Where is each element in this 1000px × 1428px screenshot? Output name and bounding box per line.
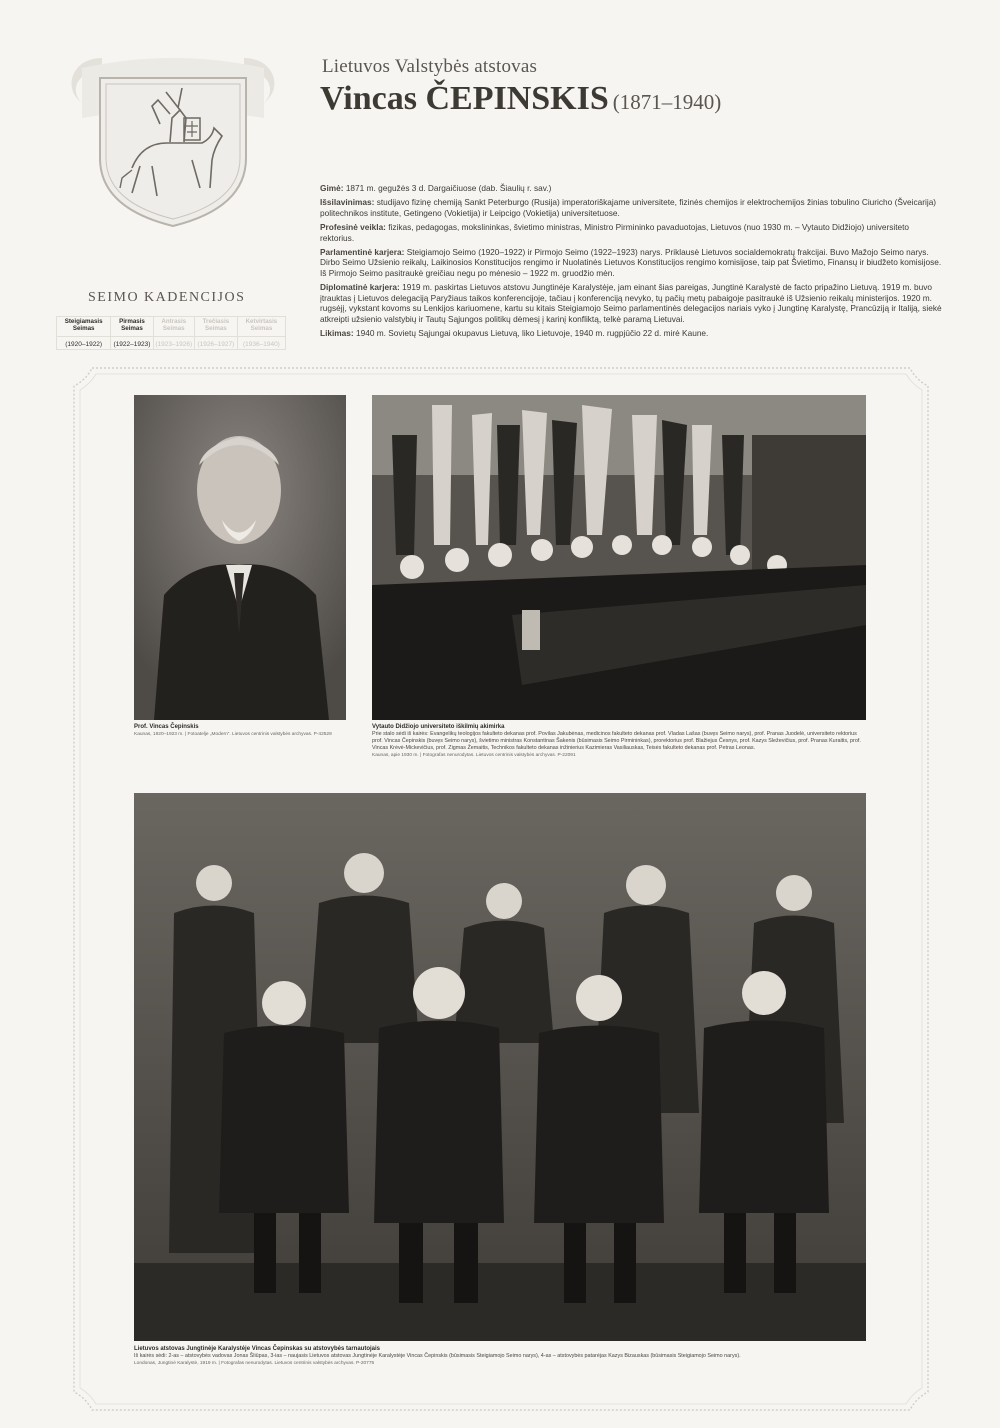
bio-diplomacy — [320, 282, 942, 324]
bio-label: Diplomatinė karjera: — [320, 282, 400, 293]
term-name: Pirmasis Seimas — [111, 317, 153, 337]
bio-text: 1919 m. paskirtas Lietuvos atstovu Jungtinėje Karalystėje, jam einant šias pareigas, Jungtinė Karalystė de facto pripažino Lietuvą. 1919 m. buvo įtrauktas į Lietuvos delegaciją Paryžiaus taikos konferencijoje, tačiau į konferenciją nevyko, tų pačių metų pabaigoje pasitraukė iš Užsienio reikalų ministerijos. 1920 m. rugsėjį, vykstant kovoms su Lenkijos kariuomene, kartu su kitais Steigiamojo Seimo parlamentinės delegacijos nariais vyko į Jungtinę Karalystę, Prancūziją ir Italiją, siekė atkreipti užsienio valstybių ir Tautų Sąjungos politikų dėmesį į karinį konfliktą, telkė paramą Lietuvai. — [320, 282, 942, 324]
event-image — [372, 395, 866, 720]
terms-periods-row — [57, 337, 286, 350]
term-name: Antrasis Seimas — [153, 317, 194, 337]
term-period: (1923–1926) — [153, 337, 194, 350]
portrait-caption-title: Prof. Vincas Čepinskis — [134, 724, 199, 730]
group-caption-source: Londonas, Jungtinė Karalystė, 1919 m. | Fotografas nenurodytas. Lietuvos centrinis valstybės archyvas. P-20775 — [134, 1361, 375, 1366]
vytis-coat-of-arms-icon — [62, 48, 284, 238]
bio-profession — [320, 222, 942, 243]
group-photo — [134, 793, 866, 1341]
bio-text: Steigiamojo Seimo (1920–1922) ir Pirmojo Seimo (1922–1923) narys. Priklausė Lietuvos socialdemokratų frakcijai. Buvo Mažojo Seimo narys. Dirbo Seimo Užsienio reikalų, Laikinosios Konstitucijos rengimo ir Nuolatinės Lietuvos Konstitucijos rengimo komisijose, taip pat Švietimo, Finansų ir biudžeto komisijose. Iš Pirmojo Seimo pasitraukė greičiau negu po mėnesio – 1922 m. gruodžio mėn. — [320, 246, 942, 278]
term-period: (1936–1940) — [237, 337, 285, 350]
bio-text: fizikas, pedagogas, mokslininkas, švietimo ministras, Ministro Pirmininko pavaduotojas, Lietuvos (nuo 1930 m. – Vytauto Didžiojo) universiteto rektorius. — [320, 221, 910, 243]
bio-parliament — [320, 247, 942, 279]
portrait-caption-source: Kaunas, 1920–1923 m. | Fotoatelje „Modern“. Lietuvos centrinis valstybės archyvas. P-42528 — [134, 732, 332, 737]
person-name-heading — [320, 80, 721, 118]
event-photo — [372, 395, 866, 720]
portrait-caption — [134, 724, 354, 738]
group-caption-text: Iš kairės sėdi: 2-as – atstovybės vadovas Jonas Šliūpas, 3-ias – naujasis Lietuvos atstovas Jungtinėje Karalystėje Vincas Čepinskis (būsimasis Steigiamojo Seimo narys), 4-as – atstovybės patarėjas Kazys Bizauskas (būsimasis Steigiamojo Seimo narys). — [134, 1353, 741, 1359]
bio-label: Profesinė veikla: — [320, 221, 386, 232]
bio-label: Likimas: — [320, 328, 354, 339]
term-name: Trečiasis Seimas — [194, 317, 237, 337]
bio-label: Išsilavinimas: — [320, 197, 375, 208]
coat-of-arms-emblem — [62, 48, 284, 238]
term-name: Ketvirtasis Seimas — [237, 317, 285, 337]
event-caption-source: Kaunas, apie 1930 m. | Fotografas nenurodytas. Lietuvos centrinis valstybės archyvas. P-22091 — [372, 753, 576, 758]
bio-text: studijavo fizinę chemiją Sankt Peterburgo (Rusija) imperatoriškajame universitete, fizinės chemijos ir elektrochemijos žinias tobulino Ciuricho (Šveicarija) politechnikos institute, Getingeno (Vokietija) ir Leipcigo (Vokietija) universitetuose. — [320, 197, 937, 218]
bio-text: 1871 m. gegužės 3 d. Dargaičiuose (dab. Šiaulių r. sav.) — [343, 183, 552, 193]
group-caption-title: Lietuvos atstovas Jungtinėje Karalystėje Vincas Čepinskas su atstovybės tarnautojais — [134, 1346, 380, 1352]
term-period: (1920–1922) — [57, 337, 111, 350]
bio-birth — [320, 183, 942, 194]
event-caption — [372, 724, 866, 759]
term-period: (1922–1923) — [111, 337, 153, 350]
bio-text: 1940 m. Sovietų Sąjungai okupavus Lietuvą, liko Lietuvoje, 1940 m. rugpjūčio 22 d. mirė Kaune. — [353, 328, 709, 339]
bio-label: Gimė: — [320, 183, 344, 193]
terms-names-row — [57, 317, 286, 337]
life-years: (1871–1940) — [612, 90, 722, 114]
bio-label: Parlamentinė karjera: — [320, 246, 405, 257]
bio-education — [320, 197, 942, 218]
term-period: (1926–1927) — [194, 337, 237, 350]
person-name: Vincas ČEPINSKIS — [320, 80, 609, 117]
event-caption-title: Vytauto Didžiojo universiteto iškilmių akimirka — [372, 724, 505, 730]
seimo-terms-title: SEIMO KADENCIJOS — [88, 290, 246, 305]
portrait-image — [134, 395, 346, 720]
group-caption — [134, 1346, 866, 1367]
group-image — [134, 793, 866, 1341]
term-name: Steigiamasis Seimas — [57, 317, 111, 337]
event-caption-text: Prie stalo sėdi iš kairės: Evangelikų teologijos fakulteto dekanas prof. Povilas Jakubėnas, medicinos fakulteto dekanas prof. Vladas Lašas (buvęs Seimo narys), prof. Pranas Juodelė, universiteto rektorius prof. Vincas Čepinskis (buvęs Seimo narys), švietimo ministras Konstantinas Šakenis (būsimasis Seimo Pirmininkas), prorektorius prof. Blažiejus Česnys, prof. Kazys Sleževičius, prof. Pranas Kuraitis, prof. Vincas Krėvė-Mickevičius, prof. Zigmas Žemaitis, Technikos fakulteto dekanas inžinierius Kazimieras Vasiliauskas, Teisės fakulteto dekanas prof. Petras Leonas. — [372, 731, 861, 751]
header-subtitle: Lietuvos Valstybės atstovas — [322, 56, 538, 77]
seimo-terms-table — [56, 316, 286, 350]
bio-fate — [320, 328, 942, 339]
biography — [320, 183, 942, 342]
portrait-photo — [134, 395, 346, 720]
